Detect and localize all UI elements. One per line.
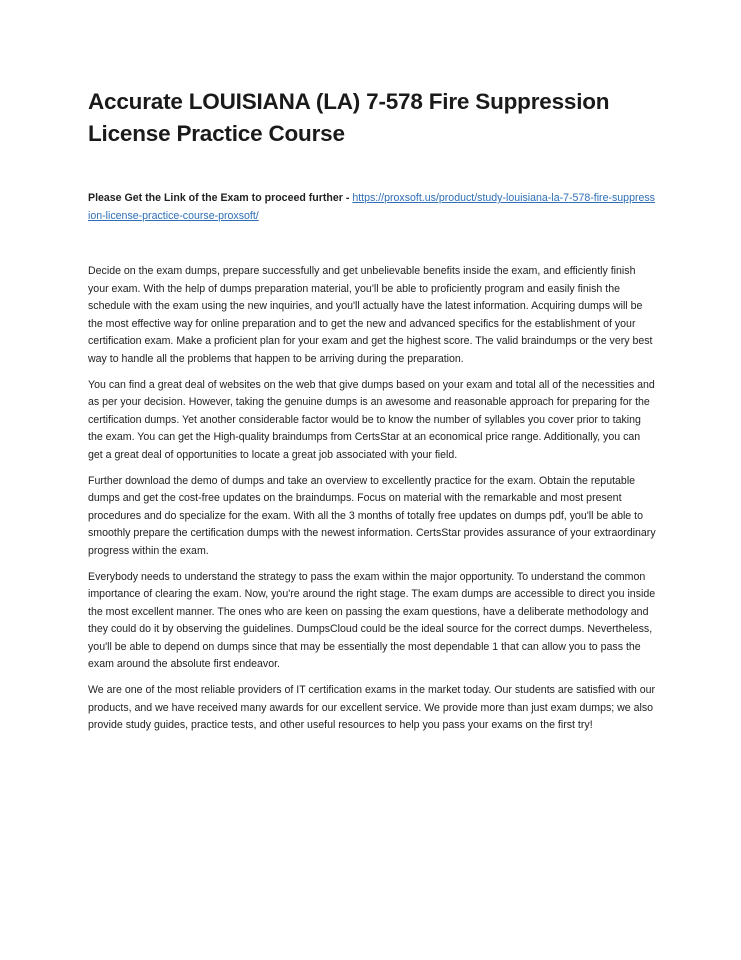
page-title: Accurate LOUISIANA (LA) 7-578 Fire Suppression License Practice Course [88, 89, 610, 146]
paragraph-3: Further download the demo of dumps and take an overview to excellently practice for the exam. Obtain the reputable dumps and get the cost-free updates on the braindumps. Focus on material with the remarkable and most present procedures and do specialize for the exam. With all the 3 months of totally free updates on dumps pdf, you'll be able to smoothly prepare the certification dumps with the newest information. CertsStar provides assurance of your extraordinary progress within the exam. [88, 474, 656, 557]
exam-link-paragraph [88, 190, 656, 225]
document-page [88, 86, 656, 735]
exam-link[interactable]: https://proxsoft.us/product/study-louisiana-la-7-578-fire-suppression-license-practice-course-proxsoft/ [88, 192, 655, 222]
link-intro-text: Please Get the Link of the Exam to proceed further - [88, 192, 350, 204]
paragraph-4: Everybody needs to understand the strategy to pass the exam within the major opportunity. To understand the common importance of clearing the exam. Now, you're around the right stage. The exam dumps are accessible to direct you inside the most excellent manner. The ones who are keen on passing the exam questions, have a deliberate methodology and they could do it by observing the guidelines. DumpsCloud could be the ideal source for the correct dumps. Nevertheless, you'll be able to depend on dumps since that may be essentially the most dependable 1 that can allow you to pass the exam around the absolute first endeavor. [88, 570, 656, 671]
paragraph-5: We are one of the most reliable providers of IT certification exams in the market today. Our students are satisfied with our products, and we have received many awards for our excellent service. We provide more than just exam dumps; we also provide study guides, practice tests, and other useful resources to help you pass your exams on the first try! [88, 684, 656, 732]
paragraph-1: Decide on the exam dumps, prepare successfully and get unbelievable benefits inside the exam, and efficiently finish your exam. With the help of dumps preparation material, you'll be able to proficiently program and easily finish the schedule with the exam using the new inquiries, and you'll actually have the latest information. Acquiring dumps will be the most effective way for online preparation and to get the new and advanced specifics for the establishment of your certification exam. Make a proficient plan for your exam and get the highest score. The valid braindumps or the very best way to handle all the problems that happen to be arriving during the preparation. [88, 265, 653, 365]
paragraph-2: You can find a great deal of websites on the web that give dumps based on your exam and total all of the necessities and as per your decision. However, taking the genuine dumps is an awesome and reasonable approach for preparing for the certification dumps. Yet another considerable factor would be to know the number of syllables you cover prior to taking the exam. You can get the High-quality braindumps from CertsStar at an economical price range. Additionally, you can get a great deal of opportunities to locate a great job associated with your field. [88, 378, 655, 461]
